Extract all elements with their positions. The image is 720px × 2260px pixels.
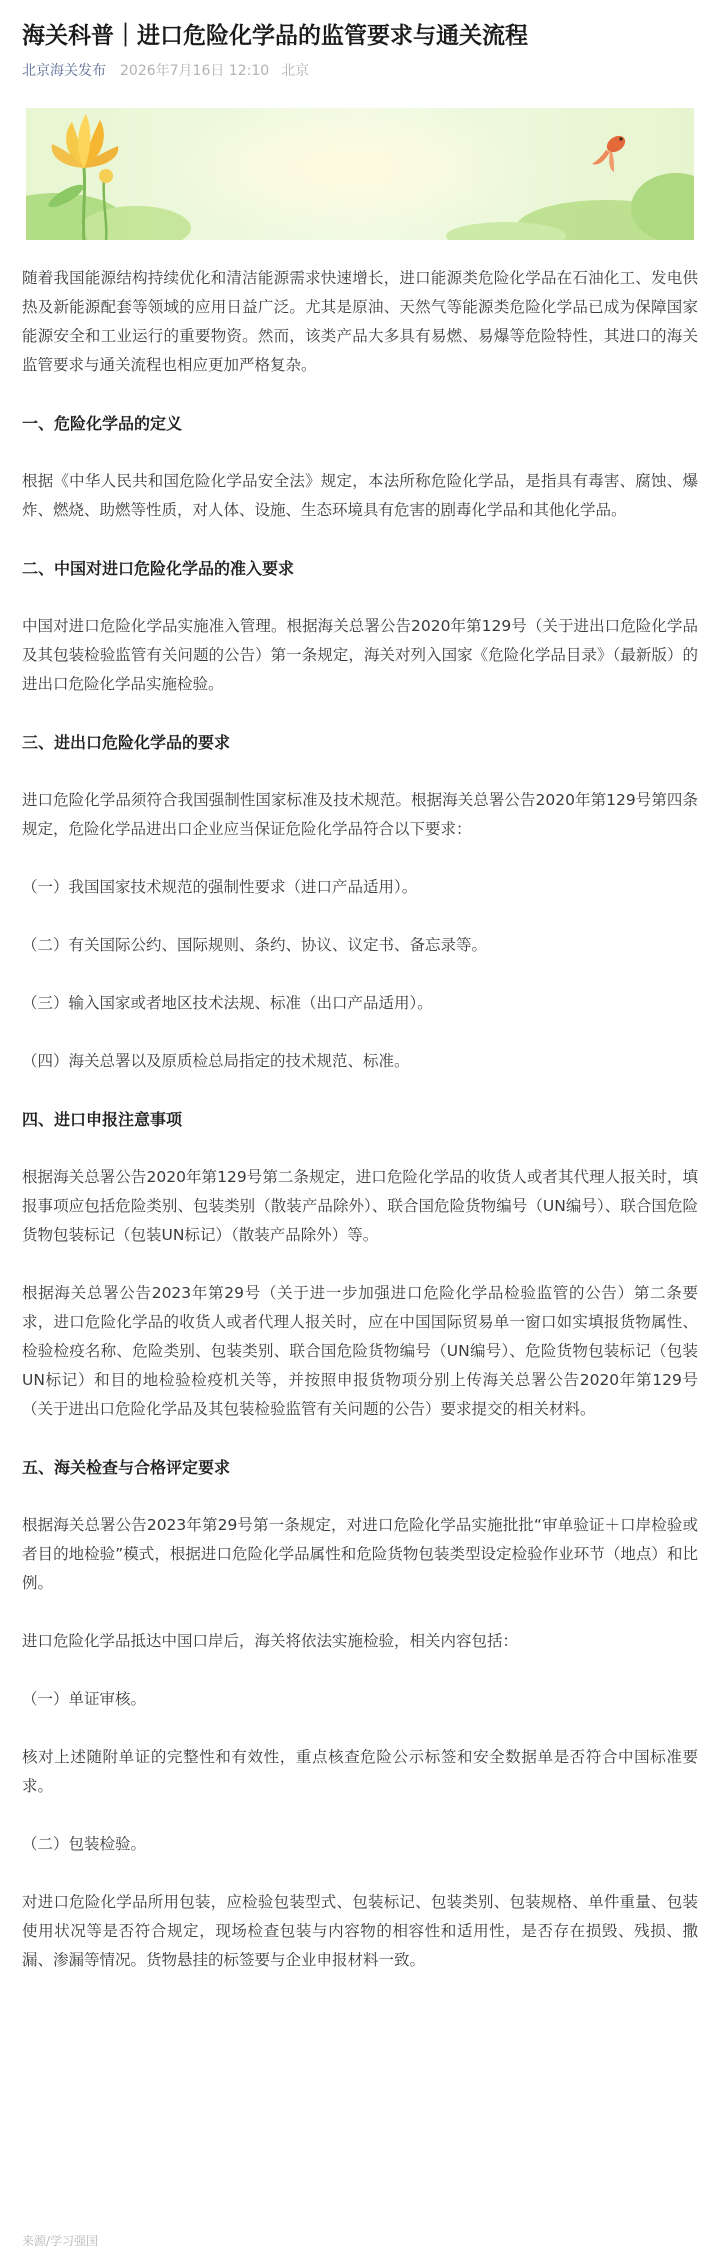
- paragraph-gap: [22, 1482, 698, 1511]
- body-paragraph: （二）包装检验。: [22, 1835, 147, 1853]
- publish-date: 2026年7月16日 12:10: [120, 63, 270, 79]
- section-heading: 三、进出口危险化学品的要求: [22, 733, 231, 752]
- paragraph-gap: [22, 902, 698, 931]
- body-paragraph: 根据《中华人民共和国危险化学品安全法》规定，本法所称危险化学品，是指具有毒害、腐蚀、爆炸、燃烧、助燃等性质，对人体、设施、生态环境具有危害的剧毒化学品和其他化学品。: [22, 472, 698, 519]
- article-body: [22, 264, 698, 1975]
- section-heading: 四、进口申报注意事项: [22, 1110, 183, 1129]
- paragraph-gap: [22, 1424, 698, 1453]
- source-credit: 来源/学习强国: [22, 2234, 99, 2248]
- banner-illustration: [26, 108, 694, 240]
- article-meta: [22, 60, 698, 82]
- body-paragraph: 核对上述随附单证的完整性和有效性，重点核查危险公示标签和安全数据单是否符合中国标准要求。: [22, 1748, 698, 1795]
- body-paragraph: 随着我国能源结构持续优化和清洁能源需求快速增长，进口能源类危险化学品在石油化工、发电供热及新能源配套等领域的应用日益广泛。尤其是原油、天然气等能源类危险化学品已成为保障国家能源安全和工业运行的重要物资。然而，该类产品大多具有易燃、易爆等危险特性，其进口的海关监管要求与通关流程也相应更加严格复杂。: [22, 269, 698, 374]
- body-paragraph: 对进口危险化学品所用包装，应检验包装型式、包装标记、包装类别、包装规格、单件重量、包装使用状况等是否符合规定，现场检查包装与内容物的相容性和适用性，是否存在损毁、残损、撒漏、渗漏等情况。货物悬挂的标签要与企业申报材料一致。: [22, 1893, 698, 1969]
- author-link[interactable]: 北京海关发布: [22, 63, 106, 79]
- body-paragraph: 进口危险化学品抵达中国口岸后，海关将依法实施检验，相关内容包括：: [22, 1632, 519, 1650]
- paragraph-gap: [22, 1656, 698, 1685]
- section-heading: 一、危险化学品的定义: [22, 414, 183, 433]
- paragraph-gap: [22, 583, 698, 612]
- paragraph-gap: [22, 699, 698, 728]
- section-heading: 五、海关检查与合格评定要求: [22, 1458, 231, 1477]
- body-paragraph: （一）单证审核。: [22, 1690, 147, 1708]
- paragraph-gap: [22, 757, 698, 786]
- paragraph-gap: [22, 844, 698, 873]
- paragraph-gap: [22, 1018, 698, 1047]
- article-title: 海关科普｜进口危险化学品的监管要求与通关流程: [22, 23, 528, 49]
- paragraph-gap: [22, 1250, 698, 1279]
- paragraph-gap: [22, 1598, 698, 1627]
- body-paragraph: 中国对进口危险化学品实施准入管理。根据海关总署公告2020年第129号（关于进出口危险化学品及其包装检验监管有关问题的公告）第一条规定，海关对列入国家《危险化学品目录》（最新版）的进出口危险化学品实施检验。: [22, 617, 698, 693]
- body-paragraph: （三）输入国家或者地区技术法规、标准（出口产品适用）。: [22, 994, 433, 1012]
- paragraph-gap: [22, 1801, 698, 1830]
- body-paragraph: （一）我国国家技术规范的强制性要求（进口产品适用）。: [22, 878, 418, 896]
- body-paragraph: 进口危险化学品须符合我国强制性国家标准及技术规范。根据海关总署公告2020年第129号第四条规定，危险化学品进出口企业应当保证危险化学品符合以下要求：: [22, 791, 698, 838]
- section-heading: 二、中国对进口危险化学品的准入要求: [22, 559, 295, 578]
- paragraph-gap: [22, 1076, 698, 1105]
- body-paragraph: （二）有关国际公约、国际规则、条约、协议、议定书、备忘录等。: [22, 936, 488, 954]
- paragraph-gap: [22, 1714, 698, 1743]
- body-paragraph: 根据海关总署公告2020年第129号第二条规定，进口危险化学品的收货人或者其代理人报关时，填报事项应包括危险类别、包装类别（散装产品除外）、联合国危险货物编号（UN编号）、联合国危险货物包装标记（包装UN标记）（散装产品除外）等。: [22, 1168, 698, 1244]
- body-paragraph: （四）海关总署以及原质检总局指定的技术规范、标准。: [22, 1052, 410, 1070]
- paragraph-gap: [22, 1859, 698, 1888]
- publish-location: 北京: [281, 63, 310, 79]
- paragraph-gap: [22, 1134, 698, 1163]
- paragraph-gap: [22, 438, 698, 467]
- paragraph-gap: [22, 960, 698, 989]
- paragraph-gap: [22, 525, 698, 554]
- paragraph-gap: [22, 380, 698, 409]
- body-paragraph: 根据海关总署公告2023年第29号第一条规定，对进口危险化学品实施批批“审单验证＋口岸检验或者目的地检验”模式，根据进口危险化学品属性和危险货物包装类型设定检验作业环节（地点）和比例。: [22, 1516, 698, 1592]
- body-paragraph: 根据海关总署公告2023年第29号（关于进一步加强进口危险化学品检验监管的公告）第二条要求，进口危险化学品的收货人或者代理人报关时，应在中国国际贸易单一窗口如实填报货物属性、检验检疫名称、危险类别、包装类别、联合国危险货物编号（UN编号）、危险货物包装标记（包装UN标记）和目的地检验检疫机关等，并按照申报货物项分别上传海关总署公告2020年第129号（关于进出口危险化学品及其包装检验监管有关问题的公告）要求提交的相关材料。: [22, 1284, 698, 1418]
